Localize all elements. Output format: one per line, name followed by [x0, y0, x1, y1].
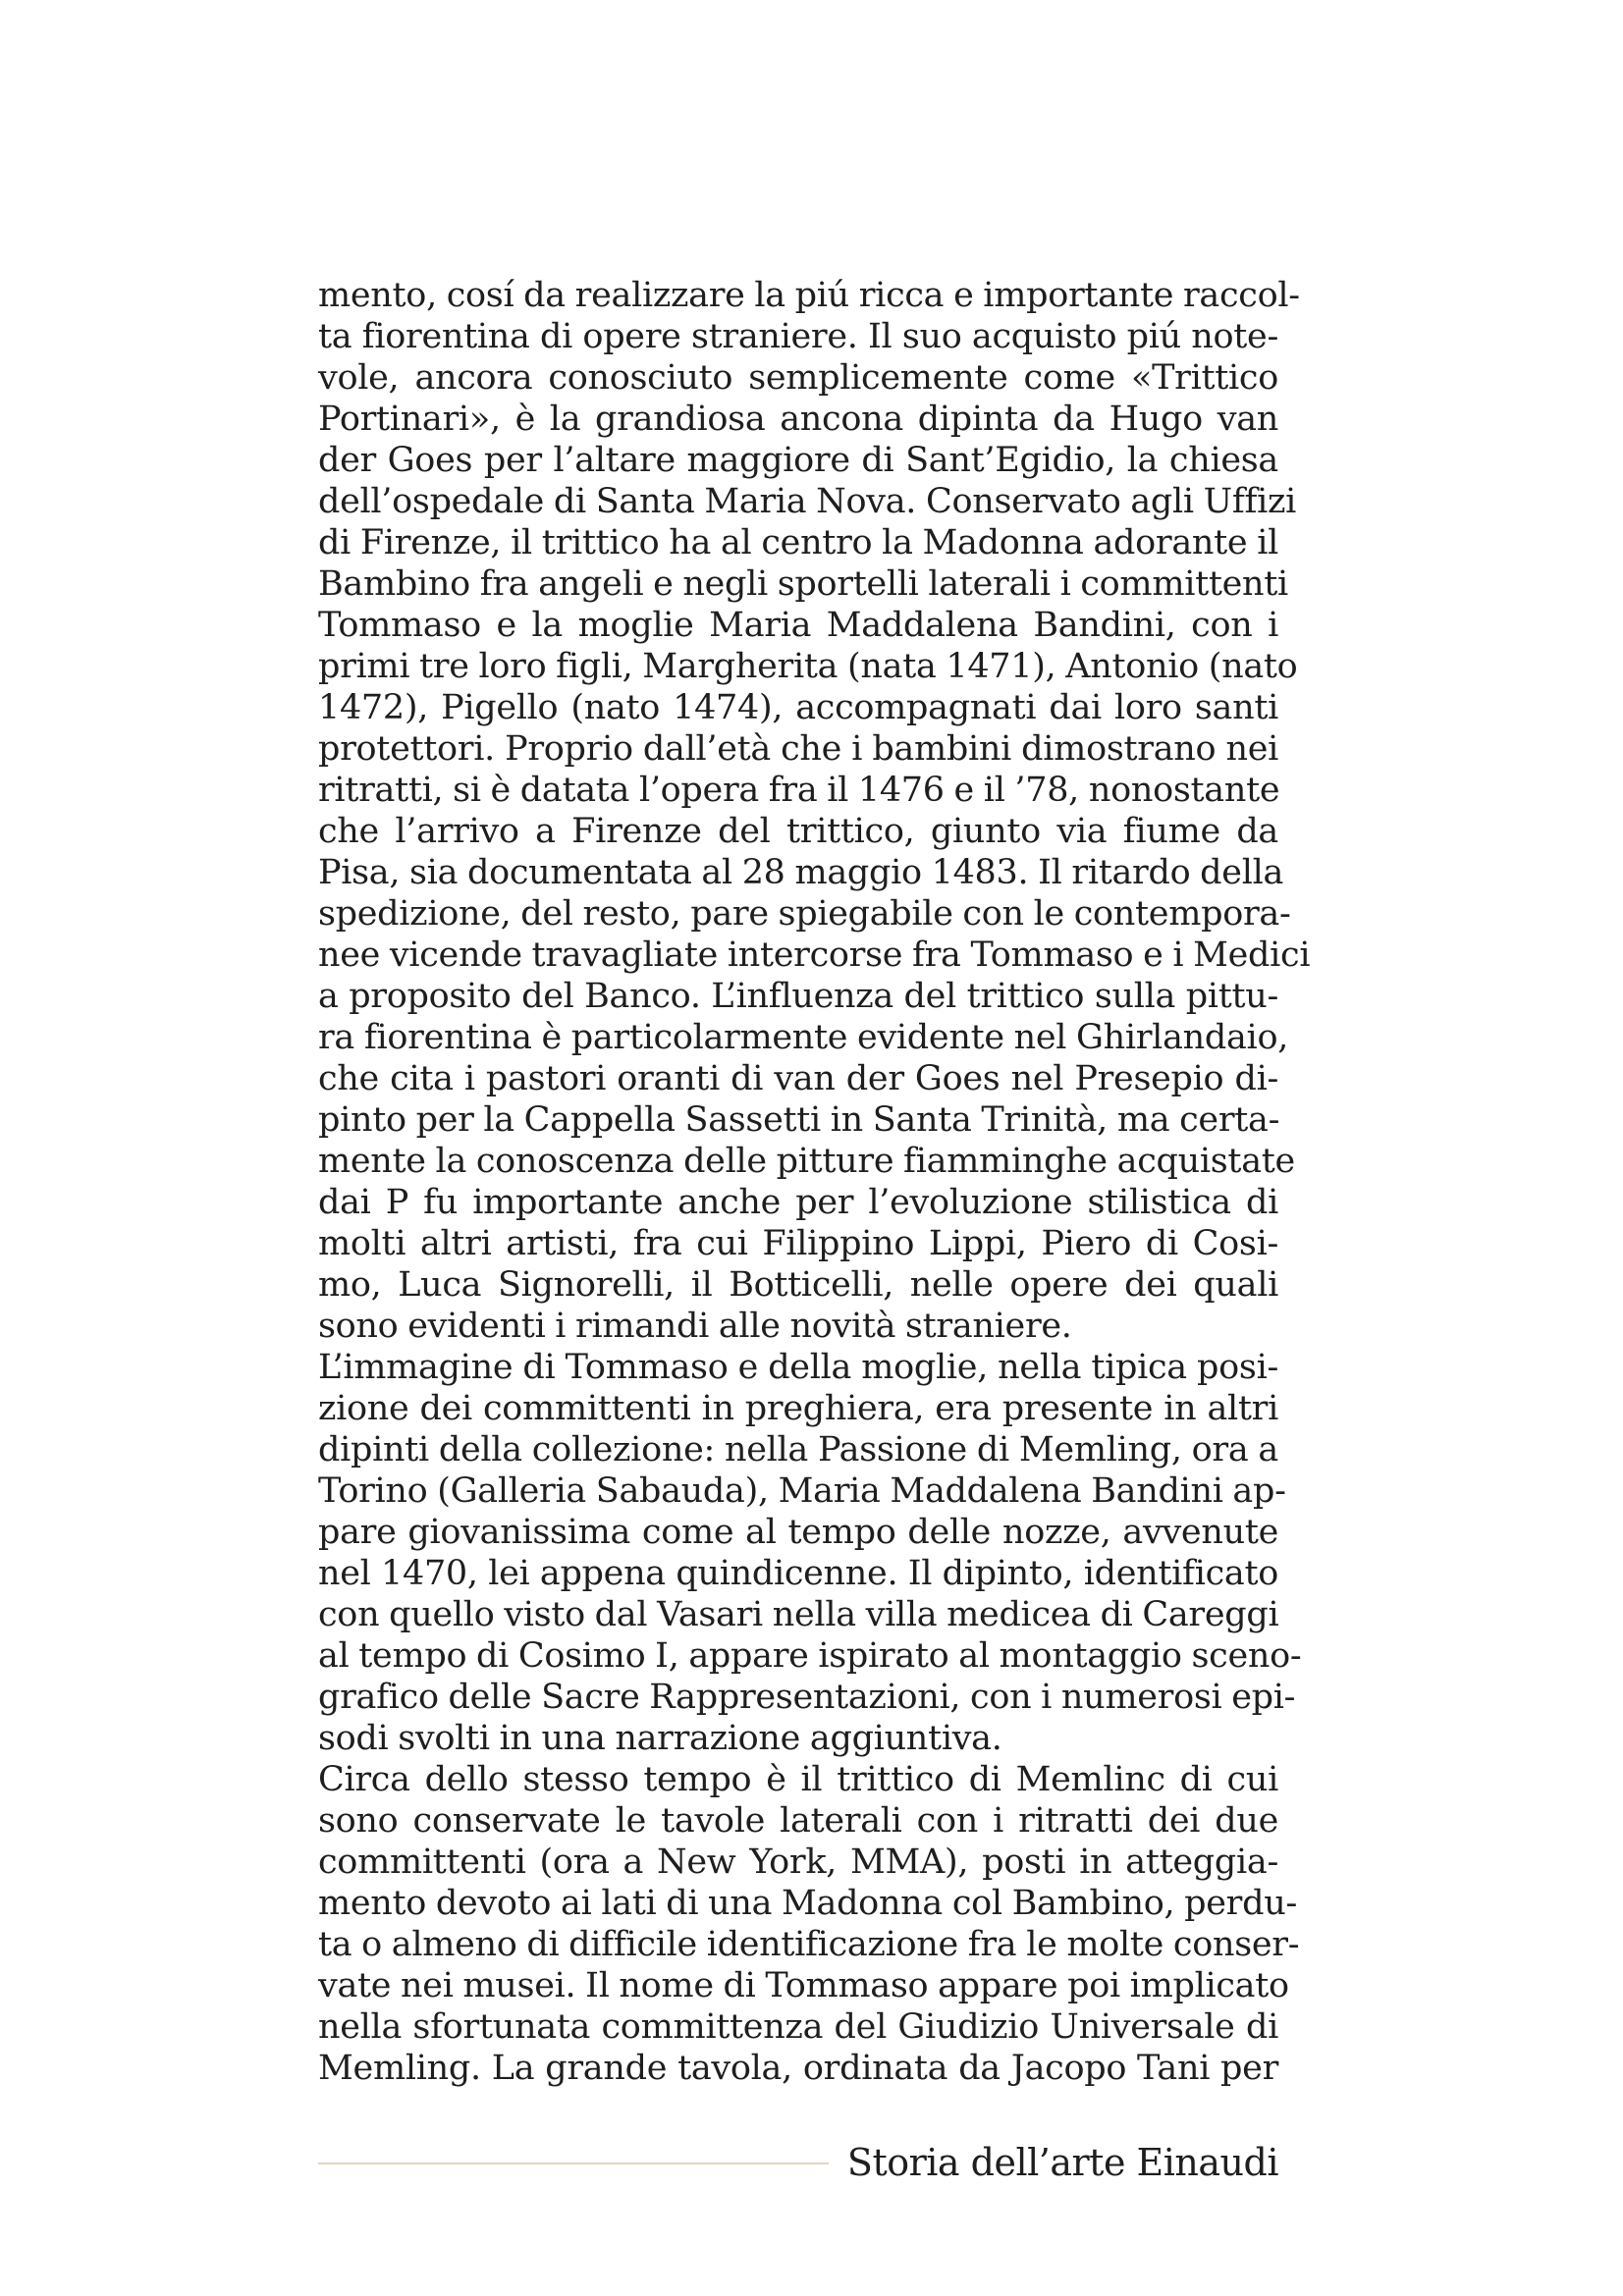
- text-line: dai P fu importante anche per l’evoluzione stilistica di: [318, 1183, 1278, 1222]
- text-line: protettori. Proprio dall’età che i bambini dimostrano nei: [318, 729, 1278, 769]
- text-line: 1472), Pigello (nato 1474), accompagnati dai loro santi: [318, 688, 1278, 727]
- text-line: Torino (Galleria Sabauda), Maria Maddalena Bandini ap-: [318, 1471, 1286, 1511]
- paragraph-end-line: sono evidenti i rimandi alle novità straniere.: [318, 1307, 1072, 1346]
- text-line: ta fiorentina di opere straniere. Il suo acquisto piú note-: [318, 317, 1278, 356]
- text-line: Memling. La grande tavola, ordinata da Jacopo Tani per: [318, 2049, 1278, 2088]
- text-line: nee vicende travagliate intercorse fra Tommaso e i Medici: [318, 935, 1311, 975]
- text-line: vole, ancora conosciuto semplicemente come «Trittico: [318, 358, 1278, 398]
- footer-rule: [318, 2163, 829, 2164]
- body-text: [318, 275, 1311, 2089]
- text-line: pare giovanissima come al tempo delle nozze, avvenute: [318, 1513, 1278, 1552]
- text-line: vate nei musei. Il nome di Tommaso appare poi implicato: [318, 1966, 1289, 2005]
- text-line: dell’ospedale di Santa Maria Nova. Conservato agli Uffizi: [318, 482, 1297, 521]
- text-line: Portinari», è la grandiosa ancona dipinta da Hugo van: [318, 400, 1278, 439]
- text-line: pinto per la Cappella Sassetti in Santa Trinità, ma certa-: [318, 1100, 1280, 1140]
- text-line: Tommaso e la moglie Maria Maddalena Bandini, con i: [318, 606, 1278, 645]
- text-line: molti altri artisti, fra cui Filippino Lippi, Piero di Cosi-: [318, 1224, 1278, 1263]
- text-line: zione dei committenti in preghiera, era presente in altri: [318, 1389, 1278, 1428]
- text-line: Bambino fra angeli e negli sportelli laterali i committenti: [318, 564, 1288, 604]
- paragraph-end-line: sodi svolti in una narrazione aggiuntiva.: [318, 1719, 1002, 1758]
- text-line: L’immagine di Tommaso e della moglie, nella tipica posi-: [318, 1348, 1278, 1387]
- text-line: mente la conoscenza delle pitture fiamminghe acquistate: [318, 1142, 1295, 1181]
- text-line: grafico delle Sacre Rappresentazioni, con i numerosi epi-: [318, 1678, 1296, 1717]
- text-line: al tempo di Cosimo I, appare ispirato al montaggio sceno-: [318, 1636, 1302, 1676]
- text-line: Circa dello stesso tempo è il trittico di Memlinc di cui: [318, 1760, 1278, 1799]
- text-line: con quello visto dal Vasari nella villa medicea di Careggi: [318, 1595, 1279, 1634]
- text-line: ra fiorentina è particolarmente evidente nel Ghirlandaio,: [318, 1018, 1289, 1057]
- text-line: nel 1470, lei appena quindicenne. Il dipinto, identificato: [318, 1554, 1278, 1593]
- text-line: ritratti, si è datata l’opera fra il 1476 e il ’78, nonostante: [318, 771, 1280, 810]
- text-line: dipinti della collezione: nella Passione di Memling, ora a: [318, 1430, 1278, 1469]
- text-line: spedizione, del resto, pare spiegabile con le contempora-: [318, 894, 1291, 934]
- text-line: di Firenze, il trittico ha al centro la Madonna adorante il: [318, 523, 1278, 562]
- text-line: ta o almeno di difficile identificazione fra le molte conser-: [318, 1925, 1300, 1964]
- text-line: che l’arrivo a Firenze del trittico, giunto via fiume da: [318, 812, 1278, 851]
- text-line: nella sfortunata committenza del Giudizio Universale di: [318, 2007, 1278, 2047]
- text-line: committenti (ora a New York, MMA), posti in atteggia-: [318, 1842, 1278, 1882]
- text-line: che cita i pastori oranti di van der Goes nel Presepio di-: [318, 1059, 1278, 1098]
- text-line: mento, cosí da realizzare la piú ricca e importante raccol-: [318, 276, 1300, 315]
- text-line: a proposito del Banco. L’influenza del trittico sulla pittu-: [318, 977, 1278, 1016]
- text-line: Pisa, sia documentata al 28 maggio 1483. Il ritardo della: [318, 853, 1284, 892]
- text-line: primi tre loro figli, Margherita (nata 1471), Antonio (nato: [318, 647, 1298, 686]
- text-line: mento devoto ai lati di una Madonna col Bambino, perdu-: [318, 1884, 1297, 1923]
- text-line: mo, Luca Signorelli, il Botticelli, nelle opere dei quali: [318, 1265, 1278, 1305]
- text-line: sono conservate le tavole laterali con i ritratti dei due: [318, 1801, 1278, 1841]
- footer-title: Storia dell’arte Einaudi: [846, 2141, 1278, 2184]
- text-line: der Goes per l’altare maggiore di Sant’Egidio, la chiesa: [318, 441, 1278, 480]
